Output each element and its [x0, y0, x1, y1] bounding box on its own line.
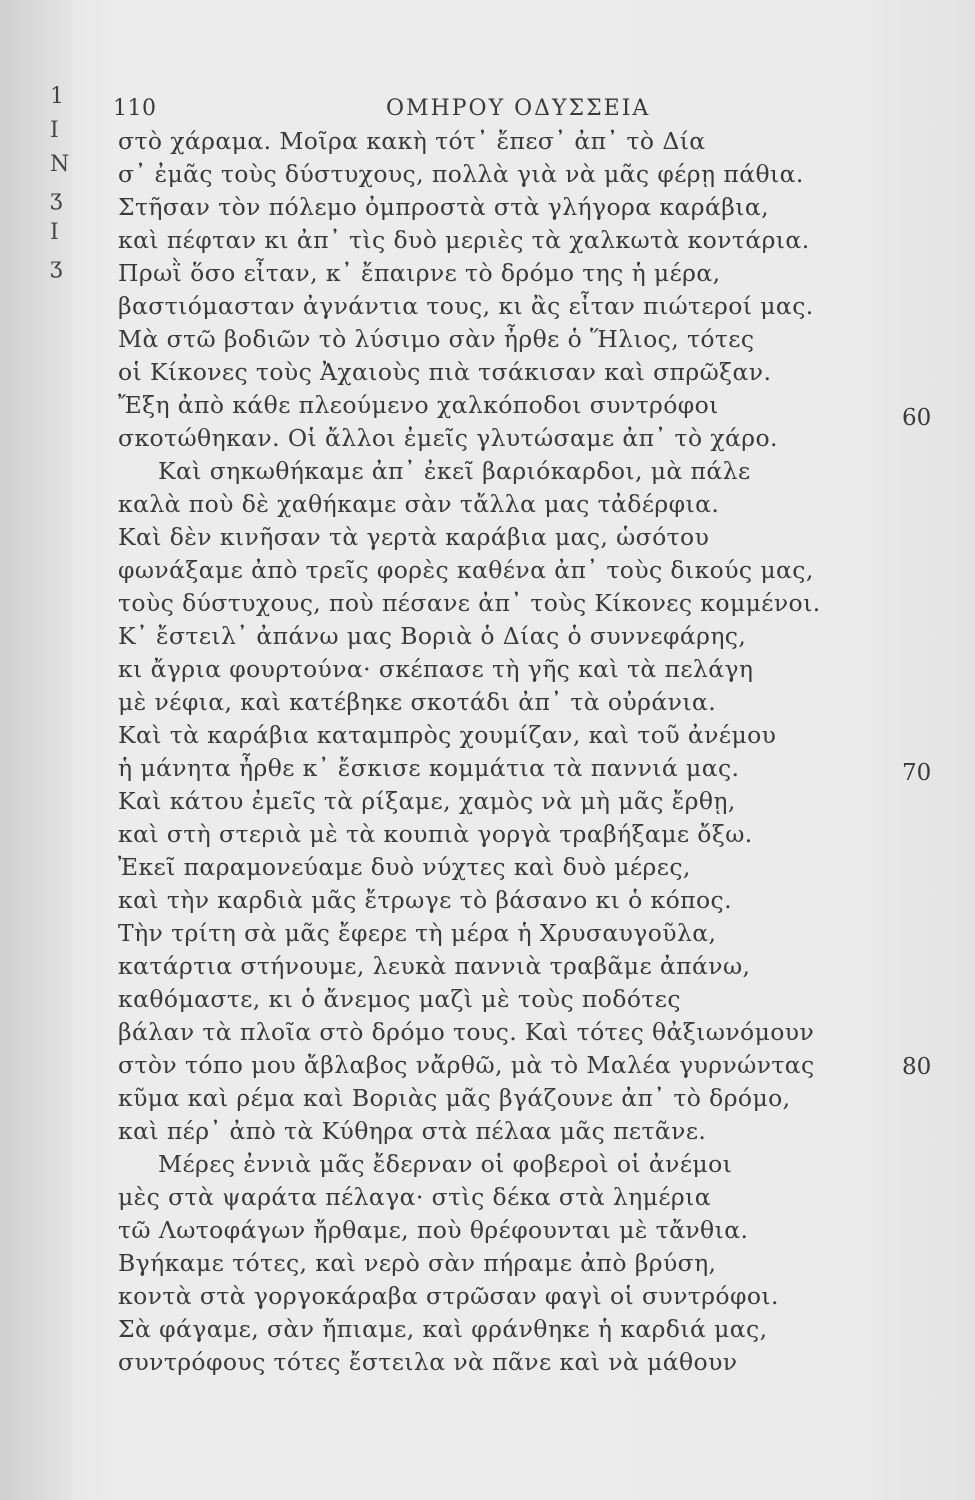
adjacent-page-edge	[0, 0, 72, 1500]
poem-line: κῦμα καὶ ρέμα καὶ Βοριὰς μᾶς βγάζουνε ἀπ᾿ τὸ δρόμο,	[118, 1084, 791, 1112]
poem-line: σ᾿ ἐμᾶς τοὺς δύστυχους, πολλὰ γιὰ νὰ μᾶς φέρῃ πάθια.	[118, 160, 804, 188]
adjacent-page-fragments	[50, 80, 74, 284]
poem-line: Μέρες ἐννιὰ μᾶς ἔδερναν οἱ φοβεροὶ οἱ ἀνέμοι	[158, 1150, 733, 1178]
poem-line: Κ᾿ ἔστειλ᾿ ἀπάνω μας Βοριὰ ὁ Δίας ὁ συννεφάρης,	[118, 622, 747, 650]
fragment: Ν	[50, 152, 70, 177]
line-number-60: 60	[902, 405, 932, 431]
poem-text	[118, 125, 878, 1379]
poem-line: σκοτώθηκαν. Οἱ ἄλλοι ἐμεῖς γλυτώσαμε ἀπ᾿ τὸ χάρο.	[118, 424, 778, 452]
poem-line: Καὶ τὰ καράβια καταμπρὸς χουμίζαν, καὶ τοῦ ἀνέμου	[118, 721, 777, 749]
poem-line: μὲ νέφια, καὶ κατέβηκε σκοτάδι ἀπ᾿ τὰ οὐράνια.	[118, 688, 717, 716]
fragment: Ι	[50, 118, 59, 143]
poem-line: Καὶ σηκωθήκαμε ἀπ᾿ ἐκεῖ βαριόκαρδοι, μὰ πάλε	[158, 457, 751, 485]
poem-line: στὸ χάραμα. Μοῖρα κακὴ τότ᾿ ἔπεσ᾿ ἀπ᾿ τὸ Δία	[118, 127, 706, 155]
poem-line: οἱ Κίκονες τοὺς Ἀχαιοὺς πιὰ τσάκισαν καὶ σπρῶξαν.	[118, 358, 772, 386]
poem-line: καὶ πέρ᾿ ἀπὸ τὰ Κύθηρα στὰ πέλαα μᾶς πετᾶνε.	[118, 1117, 707, 1145]
poem-line: τοὺς δύστυχους, ποὺ πέσανε ἀπ᾿ τοὺς Κίκονες κομμένοι.	[118, 589, 821, 617]
poem-line: φωνάξαμε ἀπὸ τρεῖς φορὲς καθένα ἀπ᾿ τοὺς δικούς μας,	[118, 556, 814, 584]
line-number-80: 80	[902, 1054, 932, 1080]
poem-line: στὸν τόπο μου ἄβλαβος νἄρθῶ, μὰ τὸ Μαλέα γυρνώντας	[118, 1051, 815, 1079]
poem-line: Πρωῒ ὅσο εἶταν, κ᾿ ἔπαιρνε τὸ δρόμο της ἡ μέρα,	[118, 259, 721, 287]
poem-line: ἡ μάνητα ἦρθε κ᾿ ἔσκισε κομμάτια τὰ παννιά μας.	[118, 754, 740, 782]
fragment: ʒ	[50, 186, 63, 211]
poem-line: Μὰ στῶ βοδιῶν τὸ λύσιμο σὰν ἦρθε ὁ Ἥλιος, τότες	[118, 325, 755, 353]
poem-line: Σὰ φάγαμε, σὰν ἤπιαμε, καὶ φράνθηκε ἡ καρδιά μας,	[118, 1315, 768, 1343]
line-number-70: 70	[902, 760, 932, 786]
poem-line: κι ἄγρια φουρτούνα· σκέπασε τὴ γῆς καὶ τὰ πελάγη	[118, 655, 754, 683]
page-number: 110	[113, 96, 157, 121]
poem-line: καλὰ ποὺ δὲ χαθήκαμε σὰν τἄλλα μας τἀδέρφια.	[118, 490, 720, 518]
poem-line: Στῆσαν τὸν πόλεμο ὀμπροστὰ στὰ γλήγορα καράβια,	[118, 193, 769, 221]
poem-line: Καὶ δὲν κινῆσαν τὰ γερτὰ καράβια μας, ὡσότου	[118, 523, 710, 551]
poem-line: καὶ πέφταν κι ἀπ᾿ τὶς δυὸ μεριὲς τὰ χαλκωτὰ κοντάρια.	[118, 226, 810, 254]
poem-line: Βγήκαμε τότες, καὶ νερὸ σὰν πήραμε ἀπὸ βρύση,	[118, 1249, 717, 1277]
running-title: ΟΜΗΡΟΥ ΟΔΥΣΣΕΙΑ	[386, 96, 651, 121]
poem-line: βάλαν τὰ πλοῖα στὸ δρόμο τους. Καὶ τότες θἀξιωνόμουν	[118, 1018, 815, 1046]
poem-line: Ἔξη ἀπὸ κάθε πλεούμενο χαλκόποδοι συντρόφοι	[118, 391, 719, 419]
poem-line: τῶ Λωτοφάγων ἤρθαμε, ποὺ θρέφουνται μὲ τἄνθια.	[118, 1216, 749, 1244]
poem-line: κατάρτια στήνουμε, λευκὰ παννιὰ τραβᾶμε ἀπάνω,	[118, 952, 751, 980]
poem-line: καθόμαστε, κι ὁ ἄνεμος μαζὶ μὲ τοὺς ποδότες	[118, 985, 681, 1013]
fragment: 1	[50, 84, 64, 109]
poem-line: Τὴν τρίτη σὰ μᾶς ἔφερε τὴ μέρα ἡ Χρυσαυγοῦλα,	[118, 919, 717, 947]
poem-line: μὲς στὰ ψαράτα πέλαγα· στὶς δέκα στὰ λημέρια	[118, 1183, 711, 1211]
fragment: Ι	[50, 220, 59, 245]
poem-line: κοντὰ στὰ γοργοκάραβα στρῶσαν φαγὶ οἱ συντρόφοι.	[118, 1282, 779, 1310]
poem-line: Καὶ κάτου ἐμεῖς τὰ ρίξαμε, χαμὸς νὰ μὴ μᾶς ἔρθῃ,	[118, 787, 736, 815]
poem-line: καὶ στὴ στεριὰ μὲ τὰ κουπιὰ γοργὰ τραβήξαμε ὄξω.	[118, 820, 753, 848]
poem-line: καὶ τὴν καρδιὰ μᾶς ἔτρωγε τὸ βάσανο κι ὁ κόπος.	[118, 886, 732, 914]
fragment: ʒ	[50, 254, 63, 279]
poem-line: Ἐκεῖ παραμονεύαμε δυὸ νύχτες καὶ δυὸ μέρες,	[118, 853, 691, 881]
poem-line: βαστιόμασταν ἀγνάντια τους, κι ἂς εἶταν πιώτεροί μας.	[118, 292, 814, 320]
poem-line: συντρόφους τότες ἔστειλα νὰ πᾶνε καὶ νὰ μάθουν	[118, 1348, 738, 1376]
